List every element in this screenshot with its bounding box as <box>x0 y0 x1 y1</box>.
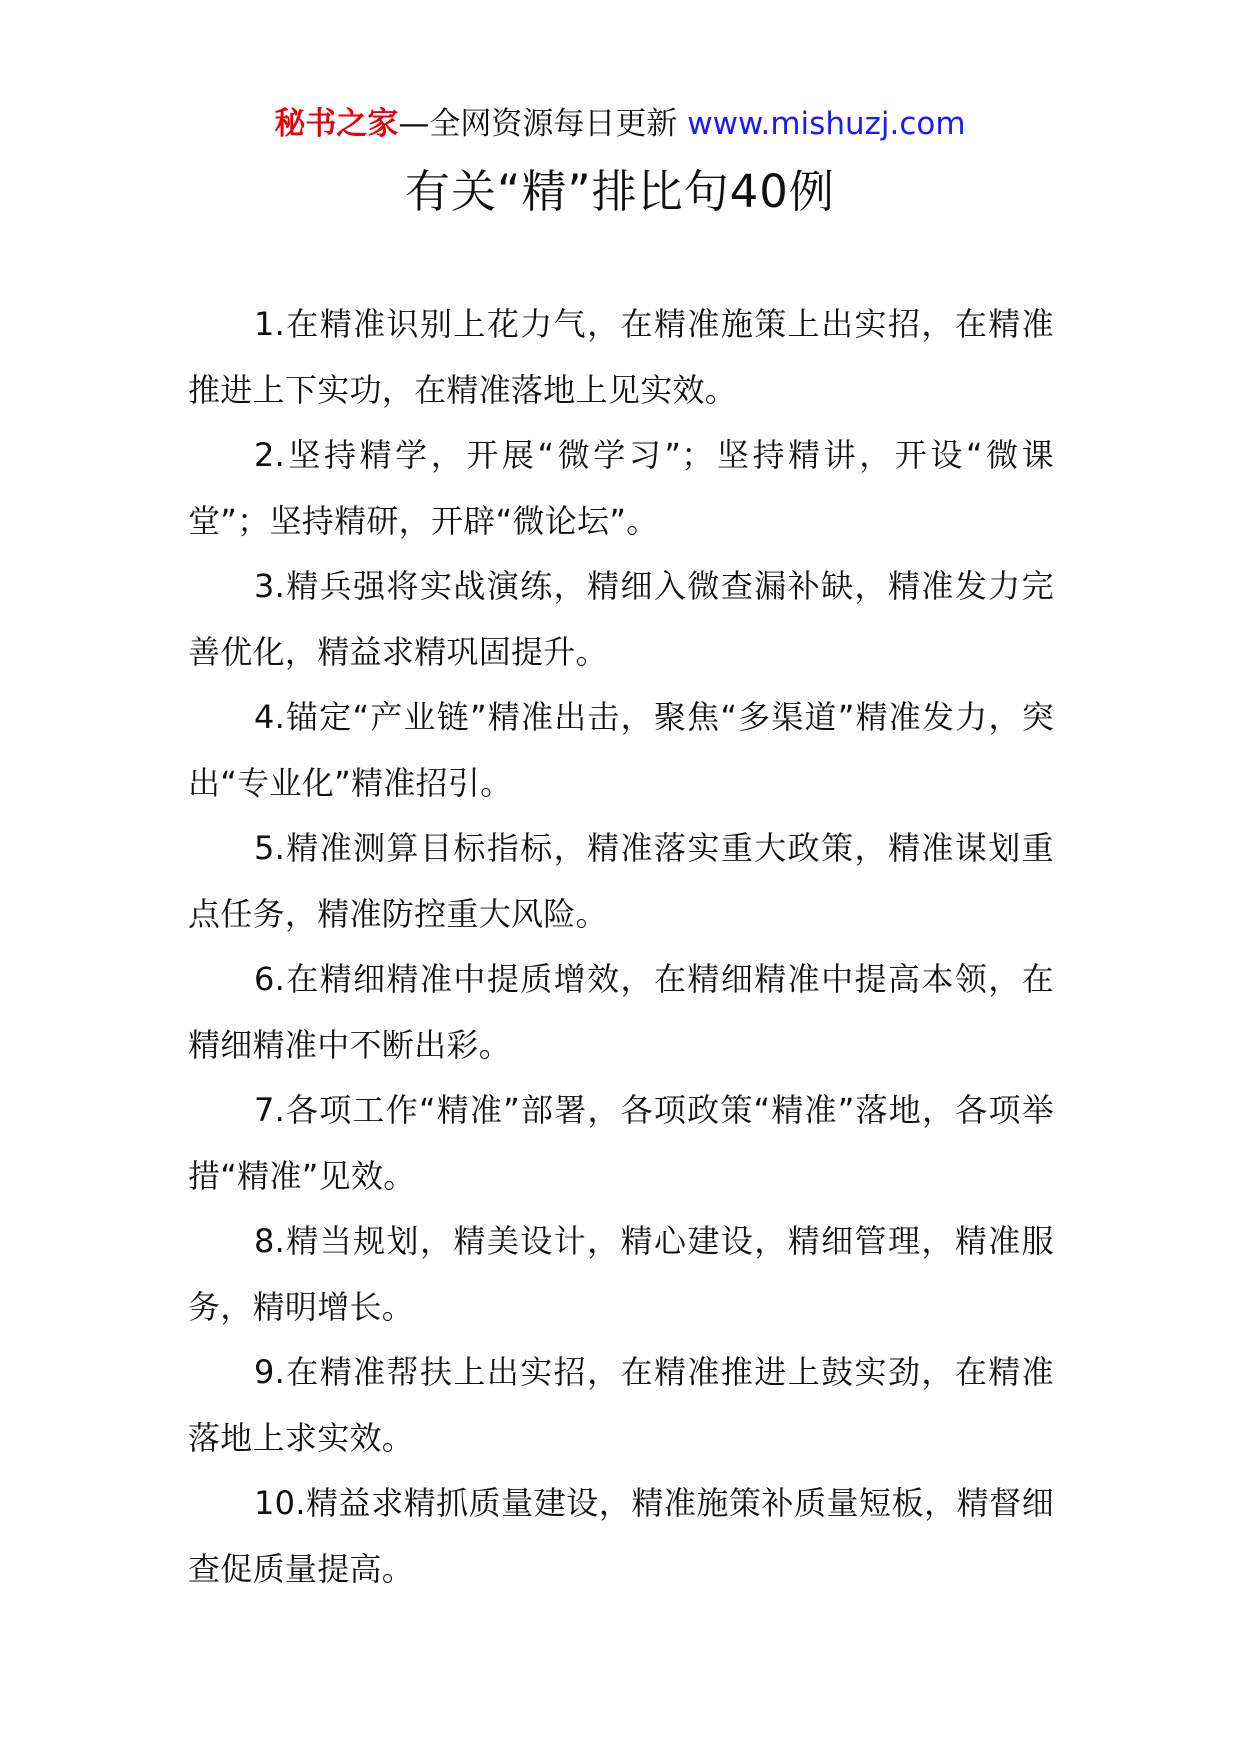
paragraph-item: 2.坚持精学，开展“微学习”；坚持精讲，开设“微课堂”；坚持精研，开辟“微论坛”。 <box>188 436 1054 540</box>
site-url-link[interactable]: www.mishuzj.com <box>687 106 966 142</box>
paragraph-item: 3.精兵强将实战演练，精细入微查漏补缺，精准发力完善优化，精益求精巩固提升。 <box>188 567 1054 671</box>
paragraph-item: 10.精益求精抓质量建设，精准施策补质量短板，精督细查促质量提高。 <box>188 1484 1054 1588</box>
paragraph-item: 1.在精准识别上花力气，在精准施策上出实招，在精准推进上下实功，在精准落地上见实效。 <box>188 305 1054 409</box>
paragraph-item: 4.锚定“产业链”精准出击，聚焦“多渠道”精准发力，突出“专业化”精准招引。 <box>188 698 1054 802</box>
site-header <box>0 102 1240 146</box>
paragraph-item: 8.精当规划，精美设计，精心建设，精细管理，精准服务，精明增长。 <box>188 1222 1054 1326</box>
paragraph-list <box>188 292 1054 1602</box>
paragraph-item: 5.精准测算目标指标，精准落实重大政策，精准谋划重点任务，精准防控重大风险。 <box>188 829 1054 933</box>
brand-name: 秘书之家 <box>274 106 399 142</box>
document-title: 有关“精”排比句40例 <box>405 165 835 218</box>
paragraph-item: 9.在精准帮扶上出实招，在精准推进上鼓实劲，在精准落地上求实效。 <box>188 1353 1054 1457</box>
paragraph-item: 6.在精细精准中提质增效，在精细精准中提高本领，在精细精准中不断出彩。 <box>188 960 1054 1064</box>
header-slogan: —全网资源每日更新 <box>398 106 688 142</box>
paragraph-item: 7.各项工作“精准”部署，各项政策“精准”落地，各项举措“精准”见效。 <box>188 1091 1054 1195</box>
